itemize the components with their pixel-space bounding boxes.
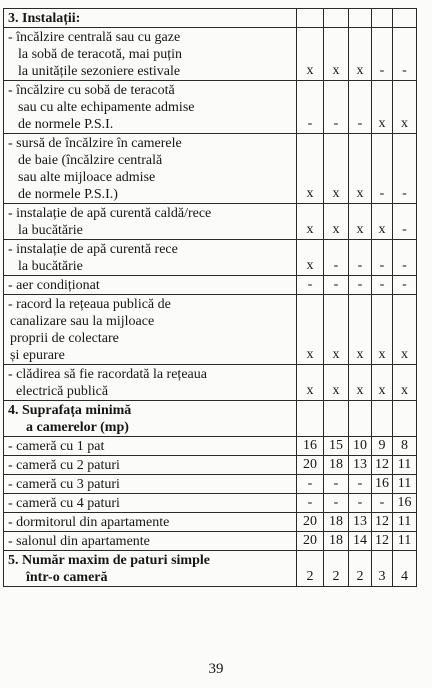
rating-value-cell <box>324 240 349 276</box>
requirement-text-line: la bucătărie <box>18 259 83 274</box>
rating-value: - <box>379 258 385 273</box>
rating-value-cell <box>372 513 393 532</box>
rating-value-cell <box>393 532 417 551</box>
rating-value: x <box>306 63 314 78</box>
rating-value: - <box>333 258 339 273</box>
rating-value: 20 <box>303 514 317 529</box>
rating-value-cell <box>349 204 372 240</box>
rating-value-cell <box>324 456 349 475</box>
rating-value-cell <box>349 494 372 513</box>
rating-value-cell <box>372 134 393 204</box>
rating-value: 9 <box>378 438 386 453</box>
rating-value-cell <box>372 475 393 494</box>
requirement-text-line: 5. Număr maxim de paturi simple <box>8 553 210 568</box>
rating-value-cell <box>393 437 417 456</box>
requirement-cell <box>4 240 297 276</box>
rating-value: x <box>306 383 314 398</box>
rating-value: 8 <box>401 438 408 453</box>
requirement-text-line: electrică publică <box>16 384 109 399</box>
rating-value: - <box>357 495 363 510</box>
rating-value-cell <box>393 295 417 365</box>
requirement-text-line: și epurare <box>10 348 65 363</box>
rating-value-cell <box>297 81 324 134</box>
rating-value: x <box>401 383 408 398</box>
rating-value: 2 <box>306 569 314 584</box>
rating-value: - <box>402 186 407 201</box>
rating-value-cell <box>324 437 349 456</box>
rating-value: 16 <box>397 495 412 510</box>
rating-value: 11 <box>397 457 412 472</box>
rating-value-cell <box>372 437 393 456</box>
rating-value-cell <box>372 456 393 475</box>
rating-value-cell <box>324 551 349 587</box>
table-row <box>4 513 417 532</box>
rating-value-cell <box>297 494 324 513</box>
requirement-text-line: la bucătărie <box>18 223 83 238</box>
rating-value: x <box>356 186 364 201</box>
rating-value: 20 <box>303 533 317 548</box>
rating-value-cell <box>349 240 372 276</box>
requirement-text-line: 3. Instalații: <box>8 11 81 26</box>
table-row <box>4 494 417 513</box>
requirement-text-line: - salonul din apartamente <box>8 534 150 549</box>
rating-value: 16 <box>303 438 317 453</box>
rating-value-cell <box>393 28 417 81</box>
rating-value-cell <box>372 551 393 587</box>
rating-value-cell <box>393 513 417 532</box>
rating-value: x <box>332 63 340 78</box>
rating-value-cell <box>324 81 349 134</box>
rating-value-cell <box>349 437 372 456</box>
rating-value-cell <box>324 475 349 494</box>
rating-value-cell <box>349 532 372 551</box>
requirement-text-line: - dormitorul din apartamente <box>8 515 170 530</box>
rating-value: 4 <box>401 569 408 584</box>
rating-value-cell <box>324 401 349 437</box>
rating-value: - <box>402 63 407 78</box>
rating-value: - <box>333 495 339 510</box>
rating-value-cell <box>324 513 349 532</box>
section-row <box>4 401 417 437</box>
rating-value: - <box>379 277 385 292</box>
rating-value: x <box>378 116 386 131</box>
table-row <box>4 365 417 401</box>
rating-value-cell <box>349 513 372 532</box>
table-row <box>4 276 417 295</box>
rating-value-cell <box>324 28 349 81</box>
rating-value: - <box>307 277 313 292</box>
rating-value: x <box>356 222 364 237</box>
rating-value-cell <box>372 295 393 365</box>
rating-value: x <box>306 186 314 201</box>
rating-value: x <box>306 347 314 362</box>
requirement-text-line: - aer condiționat <box>8 278 100 293</box>
rating-value-cell <box>297 240 324 276</box>
requirement-text-line: într-o cameră <box>26 570 108 585</box>
rating-value: - <box>357 277 363 292</box>
rating-value-cell <box>393 9 417 28</box>
rating-value-cell <box>372 9 393 28</box>
rating-value: x <box>332 347 340 362</box>
requirement-cell <box>4 437 297 456</box>
rating-value: 10 <box>353 438 367 453</box>
rating-value: x <box>378 383 386 398</box>
requirement-text-line: sau cu alte echipamente admise <box>18 100 195 115</box>
table-row <box>4 437 417 456</box>
rating-value-cell <box>393 134 417 204</box>
rating-value: 18 <box>329 533 343 548</box>
rating-value: - <box>307 495 313 510</box>
requirement-cell <box>4 365 297 401</box>
rating-value-cell <box>324 532 349 551</box>
requirement-text-line: - cameră cu 4 paturi <box>8 496 120 511</box>
requirement-cell <box>4 475 297 494</box>
rating-value: - <box>307 476 313 491</box>
rating-value-cell <box>393 240 417 276</box>
rating-value-cell <box>349 475 372 494</box>
table-row <box>4 28 417 81</box>
table-row <box>4 240 417 276</box>
rating-value-cell <box>349 365 372 401</box>
rating-value-cell <box>372 494 393 513</box>
requirement-cell <box>4 276 297 295</box>
rating-value: 12 <box>375 457 389 472</box>
rating-value-cell <box>372 28 393 81</box>
table-row <box>4 532 417 551</box>
table-row <box>4 81 417 134</box>
rating-value: - <box>402 222 407 237</box>
rating-value: 11 <box>397 514 412 529</box>
rating-value: x <box>378 222 386 237</box>
rating-value-cell <box>393 475 417 494</box>
section-row <box>4 551 417 587</box>
table-row <box>4 134 417 204</box>
rating-value-cell <box>297 9 324 28</box>
requirement-cell <box>4 81 297 134</box>
rating-value: - <box>333 116 339 131</box>
rating-value-cell <box>349 276 372 295</box>
rating-value-cell <box>324 494 349 513</box>
rating-value: 16 <box>375 476 389 491</box>
rating-value: x <box>306 258 314 273</box>
rating-value: x <box>356 63 364 78</box>
section-row <box>4 9 417 28</box>
rating-value-cell <box>349 9 372 28</box>
requirement-cell <box>4 295 297 365</box>
rating-value: - <box>307 116 313 131</box>
rating-value: 2 <box>356 569 364 584</box>
rating-value-cell <box>297 28 324 81</box>
rating-value: 2 <box>332 569 340 584</box>
rating-value: - <box>357 476 363 491</box>
rating-value: x <box>332 186 340 201</box>
rating-value-cell <box>349 28 372 81</box>
rating-value: - <box>402 277 407 292</box>
rating-value-cell <box>297 204 324 240</box>
rating-value: 3 <box>378 569 386 584</box>
rating-value: x <box>378 347 386 362</box>
rating-value-cell <box>393 81 417 134</box>
rating-value: 11 <box>397 476 412 491</box>
requirement-text-line: sau alte mijloace admise <box>18 170 156 185</box>
requirement-cell <box>4 532 297 551</box>
rating-value: 18 <box>329 457 343 472</box>
rating-value: x <box>306 222 314 237</box>
rating-value-cell <box>324 295 349 365</box>
rating-value-cell <box>297 276 324 295</box>
requirement-text-line: - încălzire centrală sau cu gaze <box>8 30 181 45</box>
rating-value-cell <box>324 276 349 295</box>
rating-value-cell <box>349 295 372 365</box>
requirement-text-line: 4. Suprafața minimă <box>8 403 132 418</box>
rating-value-cell <box>349 81 372 134</box>
requirement-text-line: canalizare sau la mijloace <box>10 314 155 329</box>
requirement-cell <box>4 513 297 532</box>
rating-value-cell <box>372 401 393 437</box>
requirement-cell <box>4 456 297 475</box>
rating-value: 18 <box>329 514 343 529</box>
requirement-text-line: - încălzire cu sobă de teracotă <box>8 83 175 98</box>
table-row <box>4 475 417 494</box>
rating-value: 12 <box>375 514 389 529</box>
rating-value-cell <box>324 134 349 204</box>
rating-value: - <box>333 476 339 491</box>
rating-value-cell <box>324 9 349 28</box>
rating-value: - <box>333 277 339 292</box>
requirement-text-line: la unitățile sezoniere estivale <box>18 64 181 79</box>
rating-value: 20 <box>303 457 317 472</box>
rating-value-cell <box>372 240 393 276</box>
rating-value-cell <box>393 276 417 295</box>
rating-value-cell <box>324 204 349 240</box>
rating-value: x <box>356 347 364 362</box>
rating-value: 14 <box>353 533 367 548</box>
page-number: 39 <box>208 661 224 677</box>
rating-value: 12 <box>375 533 389 548</box>
requirement-text-line: proprii de colectare <box>10 331 119 346</box>
table-row <box>4 456 417 475</box>
rating-value-cell <box>349 401 372 437</box>
rating-value-cell <box>297 365 324 401</box>
rating-value: - <box>402 258 407 273</box>
rating-value-cell <box>297 295 324 365</box>
requirement-cell <box>4 494 297 513</box>
rating-value-cell <box>349 456 372 475</box>
requirement-text-line: - instalație de apă curentă caldă/rece <box>8 206 212 221</box>
section-heading <box>4 9 297 28</box>
rating-value-cell <box>324 365 349 401</box>
rating-value-cell <box>297 475 324 494</box>
rating-value: - <box>379 186 385 201</box>
table-row <box>4 204 417 240</box>
rating-value: - <box>379 495 385 510</box>
requirement-text-line: - cameră cu 2 paturi <box>8 458 120 473</box>
rating-value: x <box>401 347 408 362</box>
rating-value-cell <box>372 204 393 240</box>
requirement-text-line: de normele P.S.I. <box>18 117 114 132</box>
rating-value-cell <box>297 456 324 475</box>
rating-value-cell <box>372 365 393 401</box>
rating-value-cell <box>349 134 372 204</box>
rating-value-cell <box>393 204 417 240</box>
rating-value-cell <box>349 551 372 587</box>
requirement-text-line: - cameră cu 1 pat <box>8 439 105 454</box>
requirement-text-line: de normele P.S.I.) <box>18 187 118 202</box>
rating-value-cell <box>297 532 324 551</box>
requirement-text-line: - racord la rețeaua publică de <box>8 297 171 312</box>
rating-value: 11 <box>397 533 412 548</box>
requirement-text-line: - instalație de apă curentă rece <box>8 242 178 257</box>
rating-value-cell <box>372 81 393 134</box>
rating-value: - <box>379 63 385 78</box>
rating-value: x <box>356 383 364 398</box>
rating-value: 13 <box>353 457 367 472</box>
rating-value: x <box>332 222 340 237</box>
requirement-cell <box>4 204 297 240</box>
requirement-text-line: - clădirea să fie racordată la rețeaua <box>8 367 207 382</box>
requirement-text-line: de baie (încălzire centrală <box>18 153 163 168</box>
requirement-cell <box>4 134 297 204</box>
rating-value: 13 <box>353 514 367 529</box>
section-heading <box>4 401 297 437</box>
rating-value: x <box>401 116 408 131</box>
requirement-text-line: la sobă de teracotă, mai puțin <box>18 47 183 62</box>
standards-table <box>3 8 417 587</box>
rating-value: x <box>332 383 340 398</box>
rating-value-cell <box>393 456 417 475</box>
rating-value-cell <box>393 365 417 401</box>
requirement-cell <box>4 28 297 81</box>
rating-value-cell <box>393 551 417 587</box>
requirement-text-line: a camerelor (mp) <box>26 420 129 435</box>
rating-value-cell <box>297 513 324 532</box>
rating-value: - <box>357 116 363 131</box>
rating-value-cell <box>393 494 417 513</box>
requirement-text-line: - cameră cu 3 paturi <box>8 477 120 492</box>
table-row <box>4 295 417 365</box>
rating-value-cell <box>372 276 393 295</box>
rating-value: 15 <box>329 438 343 453</box>
rating-value: - <box>357 258 363 273</box>
rating-value-cell <box>393 401 417 437</box>
rating-value-cell <box>372 532 393 551</box>
requirement-text-line: - sursă de încălzire în camerele <box>8 136 182 151</box>
section-heading <box>4 551 297 587</box>
rating-value-cell <box>297 134 324 204</box>
rating-value-cell <box>297 401 324 437</box>
rating-value-cell <box>297 437 324 456</box>
rating-value-cell <box>297 551 324 587</box>
